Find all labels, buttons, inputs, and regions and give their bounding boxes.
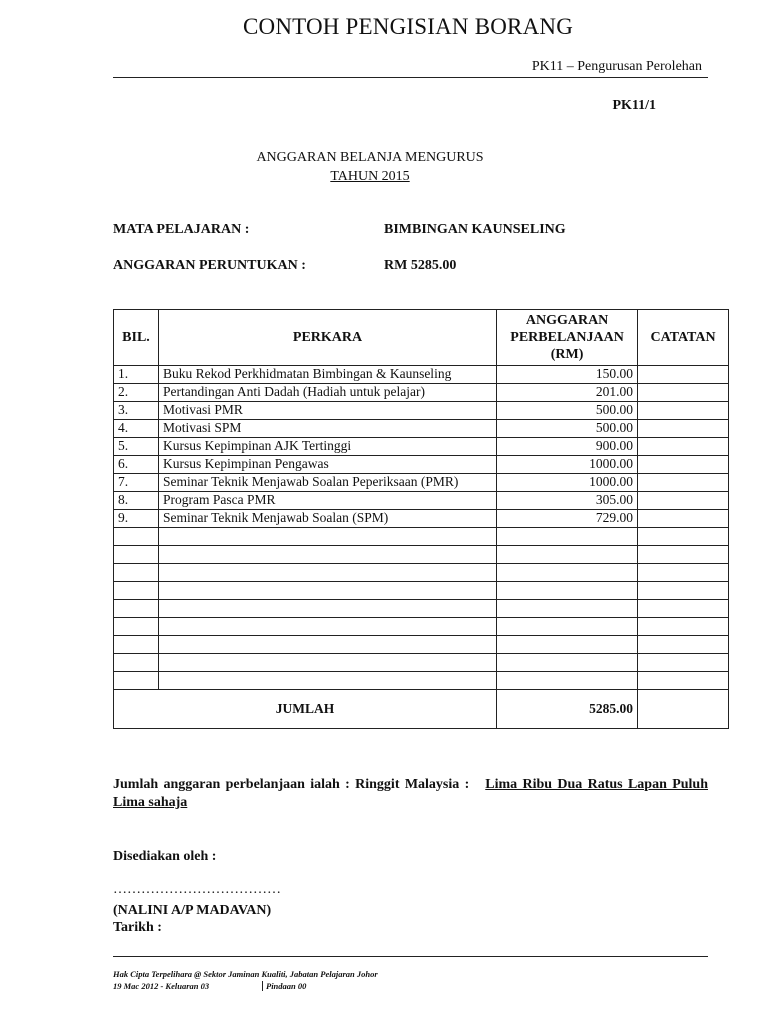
row-amount: 729.00	[497, 510, 638, 528]
row-amount: 305.00	[497, 492, 638, 510]
blank-cell	[114, 528, 159, 546]
budget-table	[113, 309, 729, 729]
row-item: Kursus Kepimpinan AJK Tertinggi	[158, 438, 496, 456]
blank-cell	[497, 654, 638, 672]
row-item: Motivasi PMR	[158, 402, 496, 420]
row-note	[638, 474, 729, 492]
form-code: PK11/1	[612, 98, 656, 113]
table-row-blank	[114, 564, 729, 582]
row-item: Motivasi SPM	[158, 420, 496, 438]
blank-cell	[497, 636, 638, 654]
blank-cell	[638, 600, 729, 618]
table-row	[114, 510, 729, 528]
row-note	[638, 510, 729, 528]
table-row	[114, 366, 729, 384]
blank-cell	[158, 564, 496, 582]
subject-value: BIMBINGAN KAUNSELING	[384, 222, 566, 237]
row-bil: 2.	[114, 384, 159, 402]
header-bil: BIL.	[114, 310, 159, 366]
table-row-blank	[114, 528, 729, 546]
blank-cell	[638, 546, 729, 564]
document-title: CONTOH PENGISIAN BORANG	[242, 14, 574, 39]
summary-amount-words: Lima Ribu Dua Ratus Lapan Puluh Lima sahaja	[113, 777, 709, 810]
blank-cell	[114, 636, 159, 654]
table-row-blank	[114, 618, 729, 636]
table-row-blank	[114, 654, 729, 672]
footer-issue: 19 Mac 2012 - Keluaran 03	[113, 981, 210, 991]
row-bil: 7.	[114, 474, 159, 492]
row-bil: 4.	[114, 420, 159, 438]
blank-cell	[497, 600, 638, 618]
blank-cell	[114, 618, 159, 636]
allocation-label: ANGGARAN PERUNTUKAN :	[113, 258, 306, 273]
blank-cell	[158, 582, 496, 600]
blank-cell	[497, 528, 638, 546]
total-note	[638, 690, 729, 729]
row-note	[638, 420, 729, 438]
row-amount: 500.00	[497, 420, 638, 438]
allocation-value: RM 5285.00	[384, 258, 457, 273]
table-row	[114, 384, 729, 402]
blank-cell	[497, 546, 638, 564]
total-value: 5285.00	[497, 690, 638, 729]
row-item: Buku Rekod Perkhidmatan Bimbingan & Kaunseling	[158, 366, 496, 384]
row-bil: 1.	[114, 366, 159, 384]
row-bil: 5.	[114, 438, 159, 456]
row-bil: 6.	[114, 456, 159, 474]
row-amount: 900.00	[497, 438, 638, 456]
blank-cell	[158, 528, 496, 546]
row-note	[638, 366, 729, 384]
blank-cell	[158, 600, 496, 618]
header-perkara: PERKARA	[158, 310, 496, 366]
table-row	[114, 438, 729, 456]
section-reference: PK11 – Pengurusan Perolehan	[531, 59, 702, 74]
blank-cell	[114, 600, 159, 618]
table-row	[114, 492, 729, 510]
table-row-blank	[114, 546, 729, 564]
row-amount: 500.00	[497, 402, 638, 420]
table-row	[114, 456, 729, 474]
row-note	[638, 402, 729, 420]
table-row-blank	[114, 582, 729, 600]
blank-cell	[497, 582, 638, 600]
summary-prefix: Jumlah anggaran perbelanjaan ialah : Ringgit Malaysia :	[113, 777, 470, 792]
row-item: Seminar Teknik Menjawab Soalan (SPM)	[158, 510, 496, 528]
blank-cell	[158, 636, 496, 654]
blank-cell	[638, 654, 729, 672]
blank-cell	[638, 618, 729, 636]
signature-line: ………………………………	[113, 882, 281, 897]
row-amount: 150.00	[497, 366, 638, 384]
row-item: Kursus Kepimpinan Pengawas	[158, 456, 496, 474]
row-bil: 8.	[114, 492, 159, 510]
subject-label: MATA PELAJARAN :	[113, 222, 250, 237]
blank-cell	[158, 672, 496, 690]
blank-cell	[497, 618, 638, 636]
table-row	[114, 474, 729, 492]
blank-cell	[114, 546, 159, 564]
year-heading: TAHUN 2015	[330, 169, 410, 184]
footer-divider	[113, 956, 708, 957]
header-catatan: CATATAN	[638, 310, 729, 366]
blank-cell	[114, 654, 159, 672]
blank-cell	[497, 564, 638, 582]
total-label: JUMLAH	[114, 690, 497, 729]
footer-copyright: Hak Cipta Terpelihara @ Sektor Jaminan Kualiti, Jabatan Pelajaran Johor	[113, 969, 378, 979]
table-row-blank	[114, 672, 729, 690]
blank-cell	[158, 654, 496, 672]
blank-cell	[638, 564, 729, 582]
row-note	[638, 438, 729, 456]
summary-text	[113, 776, 708, 812]
blank-cell	[638, 636, 729, 654]
table-row	[114, 402, 729, 420]
blank-cell	[158, 618, 496, 636]
row-bil: 9.	[114, 510, 159, 528]
row-note	[638, 492, 729, 510]
preparer-name: (NALINI A/P MADAVAN)	[113, 903, 272, 918]
blank-cell	[497, 672, 638, 690]
budget-heading: ANGGARAN BELANJA MENGURUS	[256, 150, 484, 165]
blank-cell	[114, 582, 159, 600]
date-label: Tarikh :	[113, 920, 162, 935]
row-note	[638, 456, 729, 474]
blank-cell	[114, 672, 159, 690]
header-amount: ANGGARAN PERBELANJAAN (RM)	[497, 310, 638, 366]
table-row-blank	[114, 636, 729, 654]
row-bil: 3.	[114, 402, 159, 420]
blank-cell	[638, 528, 729, 546]
table-row	[114, 420, 729, 438]
prepared-by-label: Disediakan oleh :	[113, 849, 217, 864]
row-amount: 1000.00	[497, 456, 638, 474]
row-amount: 201.00	[497, 384, 638, 402]
blank-cell	[114, 564, 159, 582]
row-amount: 1000.00	[497, 474, 638, 492]
blank-cell	[158, 546, 496, 564]
table-row-blank	[114, 600, 729, 618]
footer-revision: Pindaan 00	[262, 981, 306, 991]
row-item: Program Pasca PMR	[158, 492, 496, 510]
row-item: Pertandingan Anti Dadah (Hadiah untuk pelajar)	[158, 384, 496, 402]
header-divider	[113, 77, 708, 78]
row-note	[638, 384, 729, 402]
blank-cell	[638, 582, 729, 600]
blank-cell	[638, 672, 729, 690]
row-item: Seminar Teknik Menjawab Soalan Peperiksaan (PMR)	[158, 474, 496, 492]
